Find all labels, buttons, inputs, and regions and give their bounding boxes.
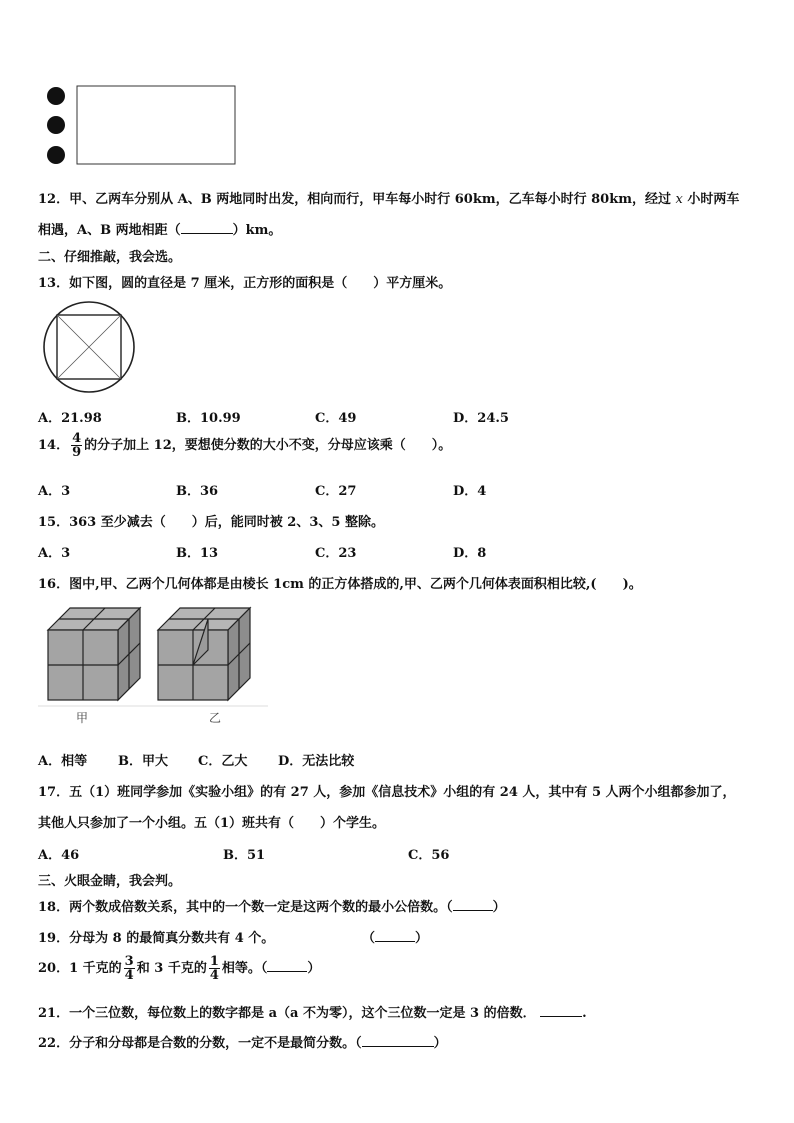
q16-option-c[interactable]: C．乙大 bbox=[198, 754, 248, 769]
empty-box bbox=[77, 86, 235, 164]
q12-line2: 相遇，A、B 两地相距（ ）km。 bbox=[38, 223, 282, 238]
q17-option-b[interactable]: B．51 bbox=[223, 848, 266, 863]
q21-text: 21．一个三位数，每位数上的数字都是 a（a 不为零），这个三位数一定是 3 的倍数． . bbox=[38, 1006, 587, 1021]
q17-option-a[interactable]: A．46 bbox=[38, 848, 80, 863]
q20-answer-blank[interactable] bbox=[267, 971, 307, 972]
q14-option-a[interactable]: A．3 bbox=[38, 484, 71, 499]
q15-option-c[interactable]: C．23 bbox=[315, 546, 357, 561]
label-yi: 乙 bbox=[209, 711, 222, 725]
q17-line2: 其他人只参加了一个小组。五（1）班共有（ ）个学生。 bbox=[38, 816, 386, 831]
dots-and-box-diagram bbox=[40, 82, 240, 168]
dot-figure bbox=[40, 82, 240, 168]
q22-answer-blank[interactable] bbox=[362, 1046, 434, 1047]
q14-text: 14． $\frac{4}{9}$ 的分子加上 12，要想使分数的大小不变，分母应该乘（ ）。 bbox=[38, 431, 452, 460]
q16-text: 16．图中,甲、乙两个几何体都是由棱长 1cm 的正方体搭成的,甲、乙两个几何体表面积相比较,( )。 bbox=[38, 577, 642, 592]
q13-option-a[interactable]: A．21.98 bbox=[38, 411, 102, 426]
q18-answer-blank[interactable] bbox=[453, 910, 493, 911]
q16-option-d[interactable]: D．无法比较 bbox=[278, 754, 355, 769]
q13-circle-square-figure bbox=[42, 300, 136, 398]
dot-1 bbox=[47, 87, 65, 105]
q15-option-b[interactable]: B．13 bbox=[176, 546, 219, 561]
q22-text: 22．分子和分母都是合数的分数，一定不是最简分数。（ ） bbox=[38, 1036, 447, 1051]
q21-answer-blank[interactable] bbox=[540, 1016, 582, 1017]
dot-2 bbox=[47, 116, 65, 134]
q15-text: 15．363 至少减去（ ）后，能同时被 2、3、5 整除。 bbox=[38, 515, 384, 530]
q13-option-b[interactable]: B．10.99 bbox=[176, 411, 241, 426]
jia-solid bbox=[48, 608, 140, 700]
q14-fraction: $\frac{4}{9}$ bbox=[72, 431, 82, 460]
q18-text: 18．两个数成倍数关系，其中的一个数一定是这两个数的最小公倍数。（ ） bbox=[38, 900, 506, 915]
q12-answer-blank[interactable] bbox=[181, 233, 233, 234]
q13-text: 13．如下图，圆的直径是 7 厘米，正方形的面积是（ ）平方厘米。 bbox=[38, 276, 452, 291]
q17-option-c[interactable]: C．56 bbox=[408, 848, 450, 863]
q16-option-b[interactable]: B．甲大 bbox=[118, 754, 168, 769]
q19-answer-blank[interactable] bbox=[375, 941, 415, 942]
yi-solid bbox=[158, 608, 250, 700]
dot-3 bbox=[47, 146, 65, 164]
q17-line1: 17．五（1）班同学参加《实验小组》的有 27 人，参加《信息技术》小组的有 24 人，其中有 5 人两个小组都参加了， bbox=[38, 785, 736, 800]
section-2-heading: 二、仔细推敲，我会选。 bbox=[38, 250, 182, 265]
label-jia: 甲 bbox=[76, 711, 89, 725]
q15-option-a[interactable]: A．3 bbox=[38, 546, 71, 561]
q19-answer: （ ） bbox=[362, 931, 429, 946]
q20-fraction-2: $\frac{1}{4}$ bbox=[209, 954, 219, 983]
q16-cube-figure bbox=[38, 600, 268, 734]
q14-option-b[interactable]: B．36 bbox=[176, 484, 219, 499]
q12-line1: 12．甲、乙两车分别从 A、B 两地同时出发，相向而行，甲车每小时行 60km，乙车每小时行 80km，经过 x 小时两车 bbox=[38, 192, 740, 207]
q14-option-c[interactable]: C．27 bbox=[315, 484, 357, 499]
q20-fraction-1: $\frac{3}{4}$ bbox=[124, 954, 134, 983]
q12-variable: x bbox=[675, 192, 683, 207]
q20-text: 20．1 千克的 $\frac{3}{4}$ 和 3 千克的 $\frac{1}{4}$ 相等。（ ） bbox=[38, 954, 321, 983]
q14-option-d[interactable]: D．4 bbox=[453, 484, 487, 499]
section-3-heading: 三、火眼金睛，我会判。 bbox=[38, 874, 182, 889]
q19-text: 19．分母为 8 的最简真分数共有 4 个。 bbox=[38, 931, 275, 946]
q16-option-a[interactable]: A．相等 bbox=[38, 754, 88, 769]
q15-option-d[interactable]: D．8 bbox=[453, 546, 487, 561]
q13-option-c[interactable]: C．49 bbox=[315, 411, 357, 426]
q13-option-d[interactable]: D．24.5 bbox=[453, 411, 509, 426]
